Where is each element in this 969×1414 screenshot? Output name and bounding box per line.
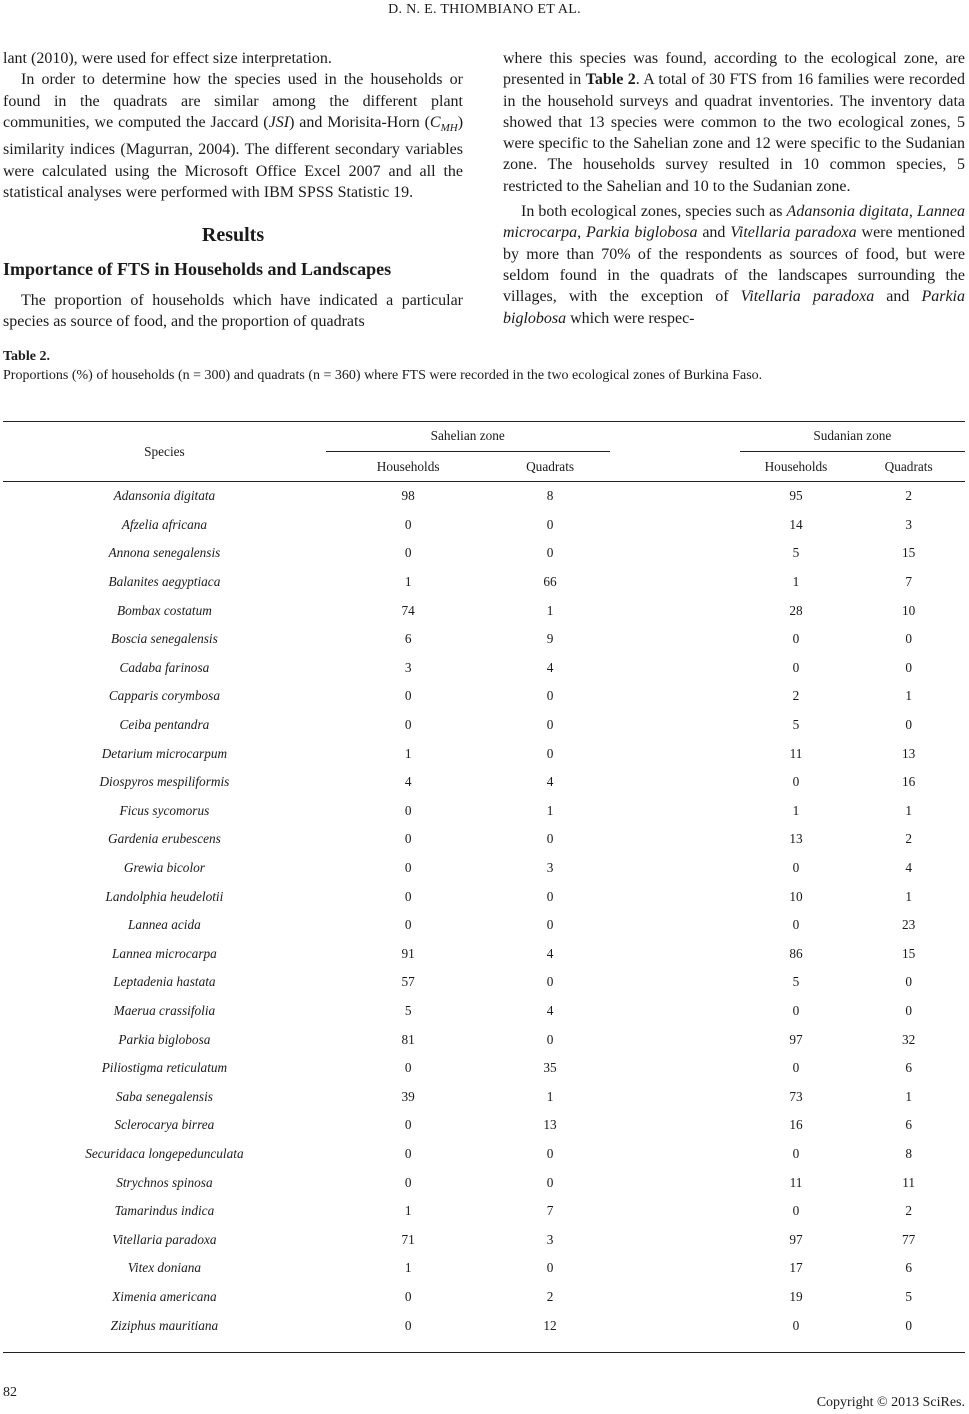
value-cell: 0 bbox=[792, 1145, 800, 1161]
value-cell: 5 bbox=[792, 717, 800, 733]
paragraph: where this species was found, according to the ecological zone, are presented in Table 2. A total of 30 FTS from 16 families were recorded in the household surveys and quadrat inventories. The inventory data showed that 13 species were common to the two ecological zones, 5 were specific to the Sahelian zone and 12 were specific to the Sudanian zone. The households survey resulted in 10 common species, 5 restricted to the Sahelian and 10 to the Sudanian zone. bbox=[503, 50, 965, 195]
species-cell: Ximenia americana bbox=[112, 1288, 217, 1304]
value-cell: 0 bbox=[404, 1145, 412, 1161]
species-cell: Detarium microcarpum bbox=[101, 745, 228, 761]
value-cell: 1 bbox=[905, 802, 912, 818]
value-cell: 0 bbox=[792, 917, 800, 933]
species-header: Species bbox=[144, 443, 185, 459]
value-cell: 3 bbox=[546, 1231, 554, 1247]
value-cell: 6 bbox=[905, 1260, 912, 1276]
value-cell: 0 bbox=[792, 774, 800, 790]
value-cell: 4 bbox=[905, 860, 912, 876]
value-cell: 0 bbox=[546, 1145, 554, 1161]
table-row bbox=[3, 968, 965, 997]
value-cell: 0 bbox=[404, 688, 412, 704]
value-cell: 0 bbox=[546, 516, 554, 532]
value-cell: 0 bbox=[404, 888, 412, 904]
table-row bbox=[3, 1168, 965, 1197]
table-row bbox=[3, 482, 965, 511]
value-cell: 0 bbox=[404, 802, 412, 818]
species-cell: Leptadenia hastata bbox=[113, 974, 216, 990]
value-cell: 0 bbox=[792, 1002, 800, 1018]
table-row bbox=[3, 854, 965, 883]
species-cell: Afzelia africana bbox=[121, 516, 208, 532]
value-cell: 11 bbox=[789, 745, 803, 761]
value-cell: 0 bbox=[905, 631, 912, 647]
species-cell: Vitex doniana bbox=[127, 1260, 202, 1276]
value-cell: 73 bbox=[789, 1088, 803, 1104]
value-cell: 1 bbox=[792, 574, 800, 590]
data-table bbox=[3, 421, 965, 1340]
right-text-column bbox=[503, 48, 965, 329]
value-cell: 1 bbox=[404, 1260, 412, 1276]
value-cell: 0 bbox=[546, 888, 554, 904]
spacer-cell bbox=[610, 797, 740, 826]
species-cell: Piliostigma reticulatum bbox=[101, 1060, 228, 1076]
value-cell: 6 bbox=[905, 1117, 912, 1133]
table-bottom-rule bbox=[3, 1352, 965, 1353]
table-row bbox=[3, 682, 965, 711]
table-row bbox=[3, 711, 965, 740]
species-cell: Ceiba pentandra bbox=[119, 717, 210, 733]
value-cell: 4 bbox=[404, 774, 412, 790]
value-cell: 39 bbox=[401, 1088, 415, 1104]
species-cell: Grewia bicolor bbox=[123, 860, 205, 876]
spacer-cell bbox=[610, 482, 740, 511]
value-cell: 9 bbox=[546, 631, 554, 647]
species-cell: Diospyros mespiliformis bbox=[99, 774, 230, 790]
value-cell: 11 bbox=[789, 1174, 803, 1190]
value-cell: 0 bbox=[792, 860, 800, 876]
value-cell: 95 bbox=[789, 488, 803, 504]
table-label: Table 2. bbox=[3, 349, 50, 364]
value-cell: 0 bbox=[404, 1288, 412, 1304]
paragraph: lant (2010), were used for effect size interpretation. bbox=[3, 50, 332, 67]
value-cell: 0 bbox=[546, 831, 554, 847]
species-cell: Adansonia digitata bbox=[113, 488, 216, 504]
value-cell: 23 bbox=[902, 917, 916, 933]
value-cell: 32 bbox=[902, 1031, 916, 1047]
spacer-cell bbox=[610, 1283, 740, 1312]
value-cell: 0 bbox=[792, 1203, 800, 1219]
table-caption bbox=[3, 347, 762, 385]
value-cell: 0 bbox=[905, 1002, 912, 1018]
value-cell: 15 bbox=[902, 945, 916, 961]
value-cell: 6 bbox=[404, 631, 412, 647]
species-cell: Boscia senegalensis bbox=[111, 631, 218, 647]
species-cell: Capparis corymbosa bbox=[108, 688, 220, 704]
value-cell: 0 bbox=[404, 545, 412, 561]
spacer-cell bbox=[610, 568, 740, 597]
value-cell: 1 bbox=[792, 802, 800, 818]
table-body bbox=[3, 482, 965, 1340]
quadrats-header: Quadrats bbox=[526, 459, 575, 474]
species-cell: Gardenia erubescens bbox=[107, 831, 221, 847]
value-cell: 4 bbox=[546, 774, 554, 790]
paragraph: In both ecological zones, species such as Adansonia digitata, Lannea microcarpa, Parkia biglobosa and Vitellaria paradoxa were mentioned by more than 70% of the respondents as sources of food, but were seldom found in the quadrats of the landscapes surrounding the villages, with the exception of Vitellaria paradoxa and Parkia biglobosa which were respec- bbox=[503, 203, 966, 327]
species-cell: Saba senegalensis bbox=[115, 1088, 213, 1104]
table-row bbox=[3, 940, 965, 969]
table-row bbox=[3, 1225, 965, 1254]
page-number: 82 bbox=[3, 1385, 17, 1400]
spacer-cell bbox=[610, 596, 740, 625]
households-header: Households bbox=[376, 459, 440, 474]
species-cell: Ficus sycomorus bbox=[119, 802, 210, 818]
spacer-cell bbox=[610, 854, 740, 883]
spacer-cell bbox=[610, 1111, 740, 1140]
value-cell: 5 bbox=[792, 545, 800, 561]
value-cell: 66 bbox=[543, 574, 557, 590]
value-cell: 86 bbox=[789, 945, 803, 961]
value-cell: 0 bbox=[905, 717, 912, 733]
value-cell: 0 bbox=[905, 974, 912, 990]
value-cell: 1 bbox=[546, 602, 554, 618]
species-cell: Sclerocarya birrea bbox=[114, 1117, 215, 1133]
table-row bbox=[3, 1054, 965, 1083]
value-cell: 8 bbox=[905, 1145, 912, 1161]
value-cell: 2 bbox=[792, 688, 800, 704]
spacer-cell bbox=[610, 1168, 740, 1197]
spacer-cell bbox=[610, 511, 740, 540]
value-cell: 81 bbox=[401, 1031, 415, 1047]
species-cell: Vitellaria paradoxa bbox=[112, 1231, 217, 1247]
value-cell: 19 bbox=[789, 1288, 803, 1304]
spacer-cell bbox=[610, 968, 740, 997]
table-row bbox=[3, 511, 965, 540]
spacer-cell bbox=[610, 1254, 740, 1283]
table-row bbox=[3, 997, 965, 1026]
value-cell: 98 bbox=[401, 488, 415, 504]
spacer-cell bbox=[610, 768, 740, 797]
value-cell: 0 bbox=[404, 1174, 412, 1190]
value-cell: 28 bbox=[789, 602, 803, 618]
value-cell: 3 bbox=[546, 860, 554, 876]
value-cell: 0 bbox=[546, 1174, 554, 1190]
value-cell: 1 bbox=[404, 574, 412, 590]
value-cell: 0 bbox=[404, 831, 412, 847]
spacer-cell bbox=[610, 654, 740, 683]
households-header: Households bbox=[764, 459, 828, 474]
value-cell: 10 bbox=[902, 602, 916, 618]
value-cell: 2 bbox=[905, 831, 912, 847]
value-cell: 0 bbox=[546, 917, 554, 933]
value-cell: 97 bbox=[789, 1231, 803, 1247]
value-cell: 4 bbox=[546, 945, 554, 961]
value-cell: 0 bbox=[404, 717, 412, 733]
value-cell: 7 bbox=[546, 1203, 554, 1219]
value-cell: 0 bbox=[404, 1117, 412, 1133]
table-row bbox=[3, 1254, 965, 1283]
spacer-cell bbox=[610, 1225, 740, 1254]
spacer-cell bbox=[610, 1311, 740, 1340]
table-row bbox=[3, 1025, 965, 1054]
table-row bbox=[3, 1311, 965, 1340]
value-cell: 0 bbox=[546, 717, 554, 733]
table-row bbox=[3, 1082, 965, 1111]
table-row bbox=[3, 797, 965, 826]
value-cell: 7 bbox=[905, 574, 912, 590]
value-cell: 0 bbox=[546, 745, 554, 761]
table-row bbox=[3, 739, 965, 768]
table-row bbox=[3, 596, 965, 625]
value-cell: 71 bbox=[401, 1231, 415, 1247]
subsection-heading: Importance of FTS in Households and Landscapes bbox=[3, 258, 392, 279]
species-cell: Strychnos spinosa bbox=[116, 1174, 213, 1190]
table-row bbox=[3, 625, 965, 654]
table-row bbox=[3, 1197, 965, 1226]
running-header: D. N. E. THIOMBIANO ET AL. bbox=[388, 2, 581, 17]
value-cell: 0 bbox=[792, 1317, 800, 1333]
value-cell: 14 bbox=[789, 516, 803, 532]
spacer-cell bbox=[610, 1197, 740, 1226]
value-cell: 1 bbox=[905, 888, 912, 904]
spacer-cell bbox=[610, 625, 740, 654]
value-cell: 1 bbox=[905, 1088, 912, 1104]
value-cell: 5 bbox=[404, 1002, 412, 1018]
value-cell: 0 bbox=[404, 516, 412, 532]
value-cell: 11 bbox=[902, 1174, 916, 1190]
value-cell: 0 bbox=[792, 1060, 800, 1076]
value-cell: 3 bbox=[404, 659, 412, 675]
paragraph: The proportion of households which have indicated a particular species as source of food, and the proportion of quadrats bbox=[3, 291, 463, 331]
value-cell: 35 bbox=[543, 1060, 557, 1076]
value-cell: 3 bbox=[905, 516, 912, 532]
spacer-cell bbox=[610, 711, 740, 740]
quadrats-header: Quadrats bbox=[884, 459, 933, 474]
value-cell: 2 bbox=[905, 1203, 912, 1219]
table-row bbox=[3, 768, 965, 797]
value-cell: 0 bbox=[905, 1317, 912, 1333]
table-row bbox=[3, 911, 965, 940]
value-cell: 4 bbox=[546, 659, 554, 675]
species-cell: Parkia biglobosa bbox=[118, 1031, 211, 1047]
value-cell: 12 bbox=[543, 1317, 557, 1333]
value-cell: 6 bbox=[905, 1060, 912, 1076]
spacer-cell bbox=[610, 682, 740, 711]
species-cell: Lannea microcarpa bbox=[112, 945, 217, 961]
table-row bbox=[3, 654, 965, 683]
value-cell: 17 bbox=[789, 1260, 803, 1276]
table-reference: Table 2 bbox=[585, 71, 636, 89]
table-caption-text: Proportions (%) of households (n = 300) and quadrats (n = 360) where FTS were recorded in the two ecological zones of Burkina Faso. bbox=[3, 368, 763, 383]
value-cell: 0 bbox=[404, 917, 412, 933]
spacer-cell bbox=[610, 1140, 740, 1169]
value-cell: 0 bbox=[404, 1317, 412, 1333]
species-cell: Annona senegalensis bbox=[108, 545, 221, 561]
value-cell: 0 bbox=[546, 1260, 554, 1276]
value-cell: 0 bbox=[546, 1031, 554, 1047]
spacer-cell bbox=[610, 739, 740, 768]
species-cell: Cadaba farinosa bbox=[119, 659, 210, 675]
value-cell: 0 bbox=[792, 659, 800, 675]
value-cell: 0 bbox=[546, 688, 554, 704]
value-cell: 0 bbox=[905, 659, 912, 675]
value-cell: 1 bbox=[404, 745, 412, 761]
value-cell: 0 bbox=[546, 545, 554, 561]
copyright-notice: Copyright © 2013 SciRes. bbox=[816, 1395, 965, 1410]
value-cell: 1 bbox=[546, 1088, 554, 1104]
value-cell: 97 bbox=[789, 1031, 803, 1047]
value-cell: 74 bbox=[401, 602, 415, 618]
jsi-abbrev: JSI bbox=[268, 113, 290, 131]
species-cell: Bombax costatum bbox=[116, 602, 212, 618]
value-cell: 57 bbox=[401, 974, 415, 990]
value-cell: 13 bbox=[543, 1117, 557, 1133]
species-cell: Securidaca longepedunculata bbox=[85, 1145, 244, 1161]
value-cell: 0 bbox=[404, 1060, 412, 1076]
value-cell: 16 bbox=[902, 774, 916, 790]
value-cell: 10 bbox=[789, 888, 803, 904]
species-cell: Ziziphus mauritiana bbox=[110, 1317, 219, 1333]
value-cell: 16 bbox=[789, 1117, 803, 1133]
left-text-column bbox=[3, 48, 463, 332]
spacer-cell bbox=[610, 1054, 740, 1083]
spacer-cell bbox=[610, 825, 740, 854]
value-cell: 1 bbox=[905, 688, 912, 704]
value-cell: 1 bbox=[546, 802, 554, 818]
table-row bbox=[3, 1283, 965, 1312]
species-cell: Lannea acida bbox=[128, 917, 201, 933]
species-cell: Balanites aegyptiaca bbox=[108, 574, 221, 590]
spacer-cell bbox=[610, 940, 740, 969]
results-heading: Results bbox=[201, 224, 265, 247]
table-row bbox=[3, 1111, 965, 1140]
table-row bbox=[3, 568, 965, 597]
table-row bbox=[3, 1140, 965, 1169]
spacer-cell bbox=[610, 539, 740, 568]
spacer-cell bbox=[610, 1082, 740, 1111]
value-cell: 91 bbox=[401, 945, 415, 961]
table-row bbox=[3, 825, 965, 854]
value-cell: 8 bbox=[546, 488, 554, 504]
table-row bbox=[3, 882, 965, 911]
paragraph: In order to determine how the species used in the households or found in the quadrats are similar among the different plant communities, we computed the Jaccard (JSI) and Morisita-Horn $(C_{MH})$ similarity indices (Magurran, 2004). The different secondary variables were calculated using the Microsoft Office Excel 2007 and all the statistical analyses were performed with IBM SPSS Statistic 19. bbox=[3, 71, 464, 201]
spacer-cell bbox=[610, 911, 740, 940]
spacer-cell bbox=[610, 882, 740, 911]
value-cell: 2 bbox=[905, 488, 912, 504]
value-cell: 0 bbox=[546, 974, 554, 990]
value-cell: 77 bbox=[902, 1231, 916, 1247]
value-cell: 13 bbox=[902, 745, 916, 761]
spacer-cell bbox=[610, 1025, 740, 1054]
sudanian-zone-header: Sudanian zone bbox=[740, 421, 965, 452]
value-cell: 1 bbox=[404, 1203, 412, 1219]
value-cell: 4 bbox=[546, 1002, 554, 1018]
value-cell: 2 bbox=[546, 1288, 554, 1304]
table-row bbox=[3, 539, 965, 568]
sahelian-zone-header: Sahelian zone bbox=[326, 421, 610, 452]
species-cell: Maerua crassifolia bbox=[113, 1002, 216, 1018]
species-cell: Tamarindus indica bbox=[114, 1203, 215, 1219]
value-cell: 13 bbox=[789, 831, 803, 847]
value-cell: 15 bbox=[902, 545, 916, 561]
spacer-cell bbox=[610, 997, 740, 1026]
value-cell: 5 bbox=[792, 974, 800, 990]
value-cell: 5 bbox=[905, 1288, 912, 1304]
value-cell: 0 bbox=[792, 631, 800, 647]
value-cell: 0 bbox=[404, 860, 412, 876]
species-cell: Landolphia heudelotii bbox=[105, 888, 224, 904]
